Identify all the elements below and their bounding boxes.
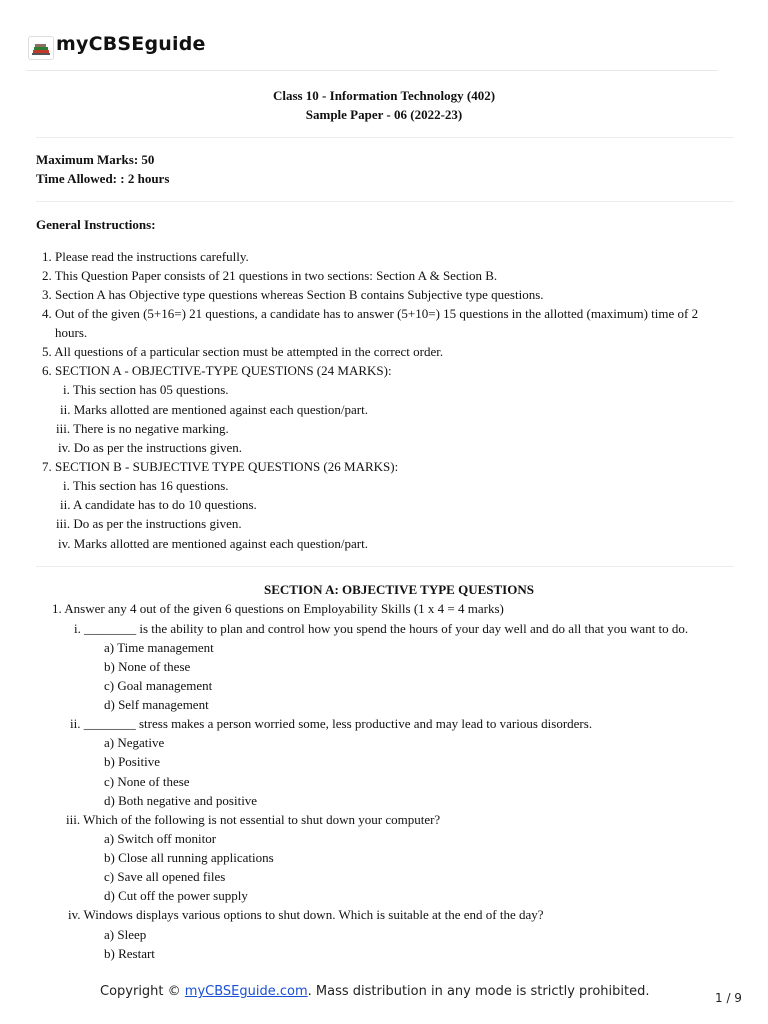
option: a) Sleep [104, 927, 147, 942]
brand-logo-icon [28, 36, 54, 60]
option: b) Restart [104, 946, 155, 961]
option: b) Close all running applications [104, 850, 274, 865]
divider [36, 201, 734, 202]
option: b) Positive [104, 754, 160, 769]
list-item: 7. SECTION B - SUBJECTIVE TYPE QUESTIONS (26 MARKS): [42, 459, 399, 474]
subquestion-text: iii. Which of the following is not essential to shut down your computer? [66, 812, 441, 827]
question-1: 1. Answer any 4 out of the given 6 questions on Employability Skills (1 x 4 = 4 marks) [52, 601, 504, 616]
option: b) None of these [104, 659, 191, 674]
option: d) Both negative and positive [104, 793, 258, 808]
copyright-footer [100, 984, 649, 999]
option: a) Switch off monitor [104, 831, 217, 846]
option: d) Self management [104, 697, 209, 712]
subquestion-text: ii. ________ stress makes a person worried some, less productive and may lead to various disorders. [70, 716, 593, 731]
subquestion-text: iv. Windows displays various options to shut down. Which is suitable at the end of the day? [68, 907, 544, 922]
subquestion-text: i. ________ is the ability to plan and control how you spend the hours of your day well and do all that you want to do. [74, 621, 689, 636]
sub-list-item: ii. Marks allotted are mentioned against each question/part. [60, 402, 368, 417]
list-item: 1. Please read the instructions carefully. [42, 249, 249, 264]
divider [36, 566, 734, 567]
sub-list-item: ii. A candidate has to do 10 questions. [60, 497, 257, 512]
max-marks: Maximum Marks: 50 [36, 152, 155, 167]
paper-title: Class 10 - Information Technology (402) [272, 88, 496, 103]
list-item: 3. Section A has Objective type questions whereas Section B contains Subjective type questions. [42, 287, 544, 302]
list-item: 6. SECTION A - OBJECTIVE-TYPE QUESTIONS (24 MARKS): [42, 363, 392, 378]
section-a-heading: SECTION A: OBJECTIVE TYPE QUESTIONS [264, 582, 534, 597]
sub-list-item: iii. There is no negative marking. [56, 421, 229, 436]
list-item-continuation: hours. [55, 325, 88, 340]
brand-name[interactable]: myCBSEguide [56, 33, 206, 55]
sub-list-item: iii. Do as per the instructions given. [56, 516, 242, 531]
footer-site-link[interactable]: myCBSEguide.com [184, 984, 308, 999]
list-item: 4. Out of the given (5+16=) 21 questions, a candidate has to answer (5+10=) 15 questions in the allotted (maximum) time of 2 [42, 306, 699, 321]
instructions-heading: General Instructions: [36, 217, 156, 232]
option: a) Negative [104, 735, 165, 750]
option: c) None of these [104, 774, 190, 789]
sub-list-item: i. This section has 16 questions. [63, 478, 229, 493]
option: c) Save all opened files [104, 869, 226, 884]
page-header [26, 32, 718, 71]
sub-list-item: iv. Do as per the instructions given. [58, 440, 243, 455]
option: a) Time management [104, 640, 214, 655]
list-item: 2. This Question Paper consists of 21 questions in two sections: Section A & Section B. [42, 268, 498, 283]
option: c) Goal management [104, 678, 213, 693]
time-allowed: Time Allowed: : 2 hours [36, 171, 170, 186]
paper-subtitle: Sample Paper - 06 (2022-23) [305, 107, 463, 122]
sub-list-item: i. This section has 05 questions. [63, 382, 229, 397]
copyright-suffix: . Mass distribution in any mode is strictly prohibited. [307, 984, 650, 999]
list-item: 5. All questions of a particular section must be attempted in the correct order. [42, 344, 444, 359]
sub-list-item: iv. Marks allotted are mentioned against each question/part. [58, 536, 368, 551]
copyright-prefix: Copyright © [100, 984, 185, 999]
divider [36, 137, 734, 138]
option: d) Cut off the power supply [104, 888, 248, 903]
page-number: 1 / 9 [715, 991, 742, 1005]
